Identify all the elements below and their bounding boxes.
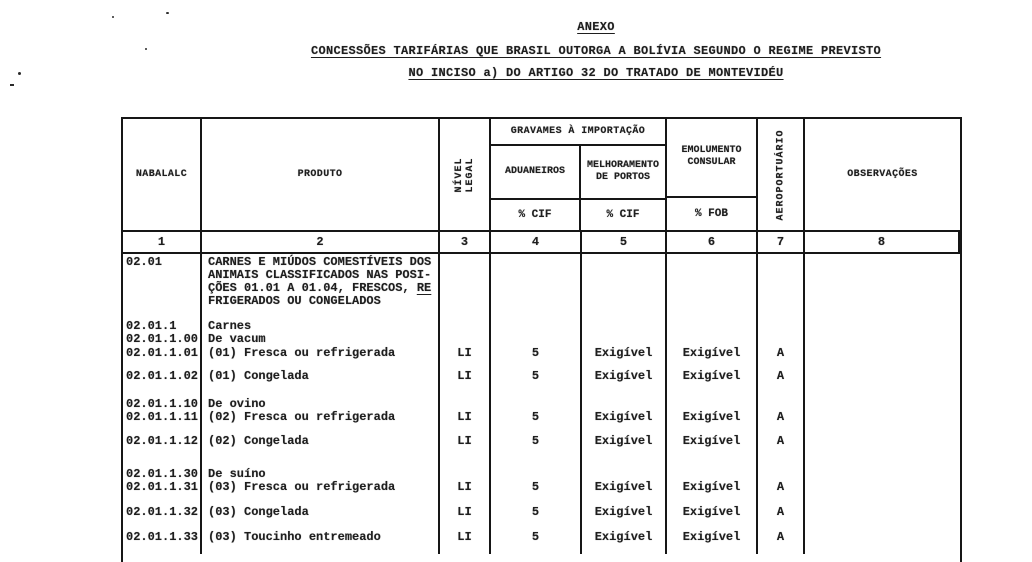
nabalalc-code: 02.01.1.30 <box>123 466 202 479</box>
nabalalc-code: 02.01.1.10 <box>123 396 202 409</box>
table-row <box>123 504 960 529</box>
nivel-legal-cell: LI <box>440 409 491 433</box>
aduaneiros-cif-cell <box>491 254 582 318</box>
aeroportuario-cell: A <box>758 409 805 433</box>
aeroportuario-cell <box>758 331 805 345</box>
aduaneiros-cif-cell <box>491 331 582 345</box>
aduaneiros-cif-cell: 5 <box>491 433 582 466</box>
table-row <box>123 433 960 466</box>
product-cell: De suíno <box>202 466 440 479</box>
aduaneiros-cif-cell <box>491 318 582 331</box>
document-subtitle-line1: CONCESSÕES TARIFÁRIAS QUE BRASIL OUTORGA A BOLÍVIA SEGUNDO O REGIME PREVISTO <box>310 44 882 58</box>
nabalalc-code: 02.01.1.31 <box>123 479 202 504</box>
scan-speck <box>145 48 147 50</box>
product-cell: (03) Congelada <box>202 504 440 529</box>
consular-fob-cell <box>667 331 758 345</box>
aduaneiros-cif-cell: 5 <box>491 368 582 396</box>
observacoes-cell <box>805 479 960 504</box>
table-row <box>123 529 960 554</box>
nivel-legal-cell: LI <box>440 345 491 368</box>
portos-cif-cell: Exigível <box>582 368 667 396</box>
scan-speck <box>166 12 169 14</box>
aeroportuario-cell <box>758 318 805 331</box>
nivel-legal-cell <box>440 254 491 318</box>
header-emolumento-consular: EMOLUMENTO CONSULAR <box>667 119 756 198</box>
aeroportuario-cell: A <box>758 479 805 504</box>
table-row <box>123 396 960 409</box>
consular-fob-cell: Exigível <box>667 409 758 433</box>
product-cell: (02) Fresca ou refrigerada <box>202 409 440 433</box>
page-title: ANEXO <box>577 20 615 34</box>
header-aeroportuario: AEROPORTUÁRIO <box>758 119 805 230</box>
observacoes-cell <box>805 504 960 529</box>
nivel-legal-cell: LI <box>440 479 491 504</box>
product-cell <box>202 254 440 318</box>
portos-cif-cell: Exigível <box>582 409 667 433</box>
observacoes-cell <box>805 254 960 318</box>
portos-cif-cell: Exigível <box>582 345 667 368</box>
nivel-legal-cell <box>440 318 491 331</box>
aeroportuario-cell <box>758 466 805 479</box>
product-description-line: ANIMAIS CLASSIFICADOS NAS POSI- <box>208 268 432 282</box>
table-row <box>123 368 960 396</box>
aeroportuario-cell: A <box>758 504 805 529</box>
table-row <box>123 345 960 368</box>
observacoes-cell <box>805 331 960 345</box>
table-row <box>123 318 960 331</box>
nivel-legal-cell: LI <box>440 529 491 554</box>
aduaneiros-cif-cell: 5 <box>491 345 582 368</box>
table-row <box>123 254 960 318</box>
nivel-legal-cell <box>440 331 491 345</box>
aeroportuario-cell <box>758 396 805 409</box>
portos-cif-cell <box>582 331 667 345</box>
nabalalc-code: 02.01.1.11 <box>123 409 202 433</box>
observacoes-cell <box>805 396 960 409</box>
product-description-line: FRIGERADOS OU CONGELADOS <box>208 294 381 308</box>
nabalalc-code: 02.01 <box>123 254 202 318</box>
portos-cif-cell: Exigível <box>582 504 667 529</box>
consular-fob-cell <box>667 254 758 318</box>
header-nabalalc: NABALALC <box>123 119 202 230</box>
aduaneiros-cif-cell <box>491 396 582 409</box>
aeroportuario-cell: A <box>758 529 805 554</box>
header-gravames-subcolumns <box>491 146 665 198</box>
column-number: 7 <box>758 232 805 252</box>
product-cell: (03) Fresca ou refrigerada <box>202 479 440 504</box>
nabalalc-code: 02.01.1.02 <box>123 368 202 396</box>
product-cell: De vacum <box>202 331 440 345</box>
nabalalc-code: 02.01.1.33 <box>123 529 202 554</box>
column-number: 8 <box>805 232 960 252</box>
nivel-legal-cell: LI <box>440 368 491 396</box>
header-unit-cif-aduaneiros: % CIF <box>491 200 581 230</box>
header-produto: PRODUTO <box>202 119 440 230</box>
header-unit-fob-consular: % FOB <box>694 207 728 220</box>
consular-fob-cell: Exigível <box>667 368 758 396</box>
aeroportuario-cell <box>758 254 805 318</box>
nivel-legal-cell <box>440 396 491 409</box>
portos-cif-cell: Exigível <box>582 479 667 504</box>
observacoes-cell <box>805 466 960 479</box>
aduaneiros-cif-cell: 5 <box>491 409 582 433</box>
nabalalc-code: 02.01.1 <box>123 318 202 331</box>
column-number: 2 <box>202 232 440 252</box>
nivel-legal-cell: LI <box>440 504 491 529</box>
aduaneiros-cif-cell: 5 <box>491 504 582 529</box>
consular-fob-cell <box>667 396 758 409</box>
column-number-row <box>123 232 960 254</box>
column-number: 3 <box>440 232 491 252</box>
nabalalc-code: 02.01.1.12 <box>123 433 202 466</box>
product-cell: (02) Congelada <box>202 433 440 466</box>
header-unit-cif-portos: % CIF <box>606 208 640 221</box>
header-observacoes: OBSERVAÇÕES <box>847 168 918 180</box>
product-cell: (01) Fresca ou refrigerada <box>202 345 440 368</box>
product-cell: (01) Congelada <box>202 368 440 396</box>
table-header <box>123 119 960 232</box>
header-nivel-legal: NÍVEL LEGAL <box>440 119 491 230</box>
scan-speck <box>112 16 114 18</box>
aduaneiros-cif-cell: 5 <box>491 529 582 554</box>
consular-fob-cell: Exigível <box>667 504 758 529</box>
column-number: 4 <box>491 232 582 252</box>
table-row <box>123 479 960 504</box>
column-number: 5 <box>582 232 667 252</box>
header-aduaneiros: ADUANEIROS <box>491 146 581 198</box>
product-description-line: CARNES E MIÚDOS COMESTÍVEIS DOS <box>208 255 432 269</box>
observacoes-cell <box>805 368 960 396</box>
consular-fob-cell <box>667 318 758 331</box>
header-gravames-group <box>491 119 667 230</box>
portos-cif-cell <box>582 466 667 479</box>
portos-cif-cell <box>582 396 667 409</box>
product-cell: Carnes <box>202 318 440 331</box>
aeroportuario-cell: A <box>758 345 805 368</box>
observacoes-cell <box>805 529 960 554</box>
consular-fob-cell: Exigível <box>667 529 758 554</box>
document-subtitle-line2: NO INCISO a) DO ARTIGO 32 DO TRATADO DE MONTEVIDÉU <box>408 66 784 80</box>
aeroportuario-cell: A <box>758 368 805 396</box>
observacoes-cell <box>805 409 960 433</box>
header-gravames-units <box>491 198 665 230</box>
tariff-concessions-table <box>121 117 962 562</box>
portos-cif-cell: Exigível <box>582 433 667 466</box>
consular-fob-cell: Exigível <box>667 345 758 368</box>
product-cell: De ovino <box>202 396 440 409</box>
nabalalc-code: 02.01.1.01 <box>123 345 202 368</box>
column-number: 1 <box>123 232 202 252</box>
nivel-legal-cell <box>440 466 491 479</box>
nivel-legal-cell: LI <box>440 433 491 466</box>
nabalalc-code: 02.01.1.32 <box>123 504 202 529</box>
header-melhoramento-portos: MELHORAMENTO DE PORTOS <box>586 159 659 183</box>
consular-fob-cell: Exigível <box>667 433 758 466</box>
observacoes-cell <box>805 345 960 368</box>
table-row <box>123 409 960 433</box>
table-row <box>123 331 960 345</box>
consular-fob-cell: Exigível <box>667 479 758 504</box>
observacoes-cell <box>805 318 960 331</box>
product-description-line: ÇÕES 01.01 A 01.04, FRESCOS, RE <box>208 281 432 295</box>
aduaneiros-cif-cell <box>491 466 582 479</box>
header-gravames-importacao: GRAVAMES À IMPORTAÇÃO <box>491 119 665 146</box>
nabalalc-code: 02.01.1.00 <box>123 331 202 345</box>
header-emolumento-consular-col <box>667 119 758 230</box>
column-number: 6 <box>667 232 758 252</box>
consular-fob-cell <box>667 466 758 479</box>
scan-speck <box>10 84 14 86</box>
aduaneiros-cif-cell: 5 <box>491 479 582 504</box>
scan-speck <box>18 72 21 75</box>
portos-cif-cell <box>582 318 667 331</box>
aeroportuario-cell: A <box>758 433 805 466</box>
portos-cif-cell <box>582 254 667 318</box>
table-row <box>123 466 960 479</box>
observacoes-cell <box>805 433 960 466</box>
product-cell: (03) Toucinho entremeado <box>202 529 440 554</box>
portos-cif-cell: Exigível <box>582 529 667 554</box>
